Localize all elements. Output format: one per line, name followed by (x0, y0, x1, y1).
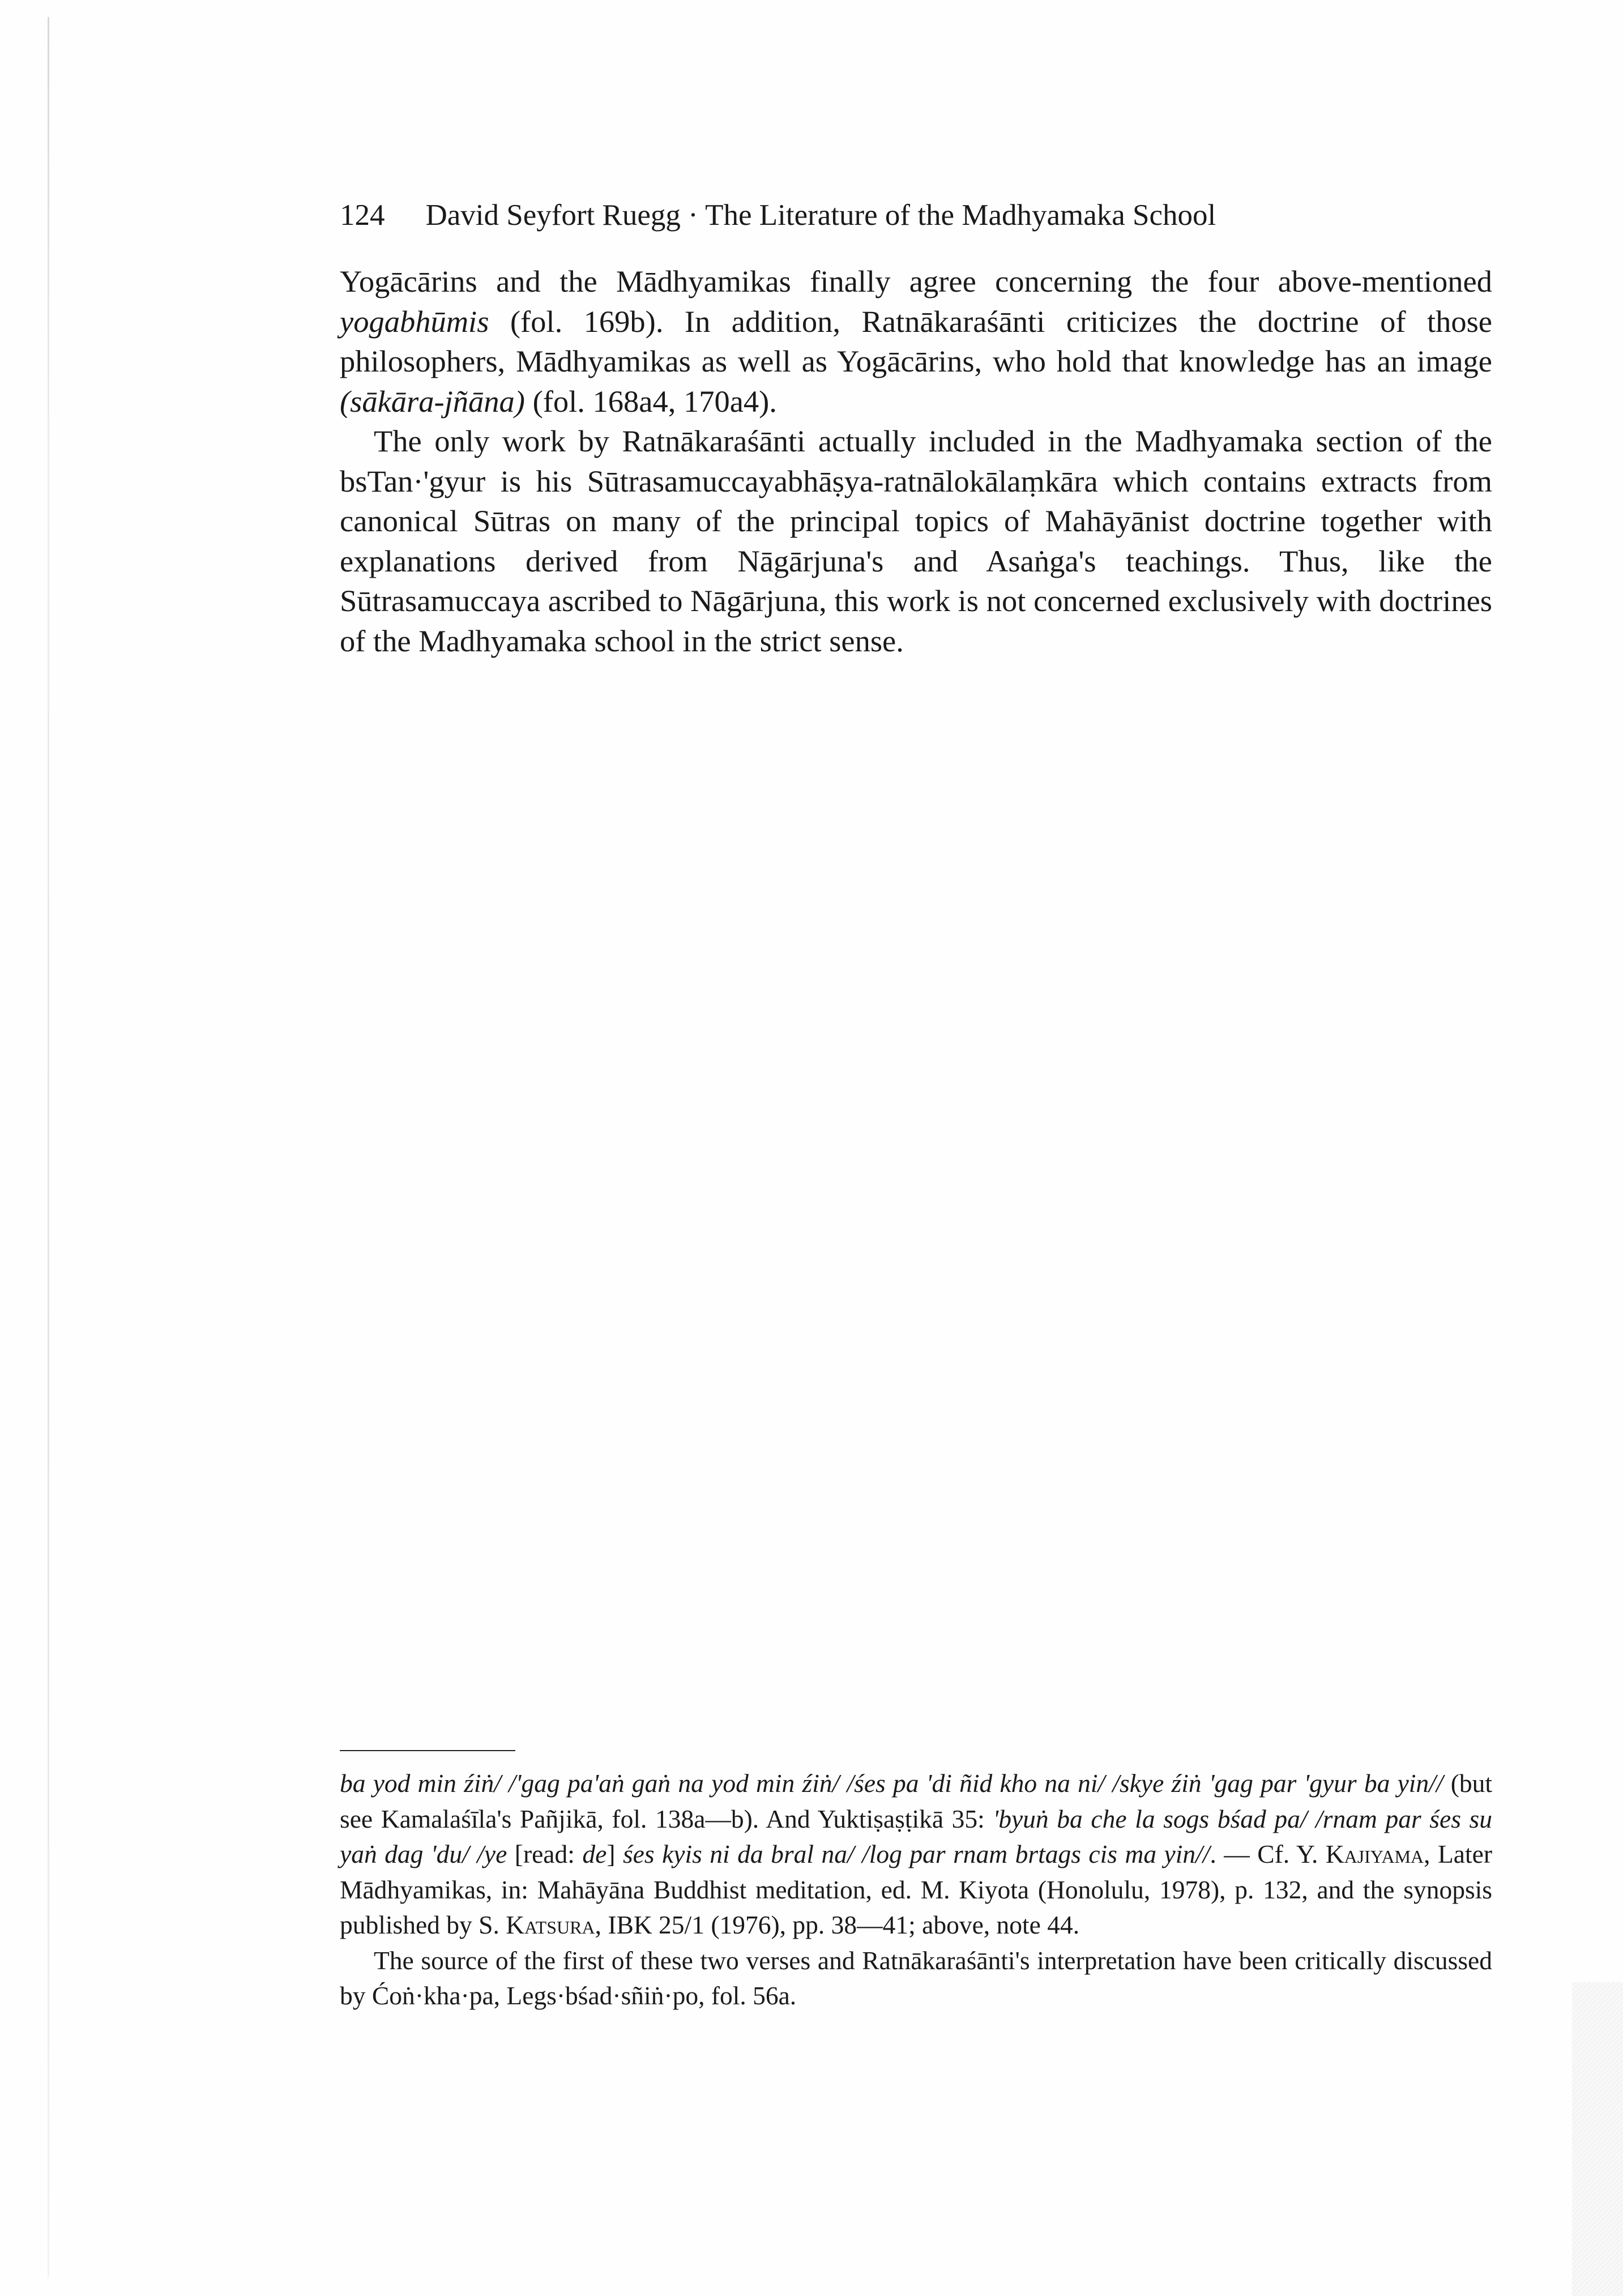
author-katsura: Katsura (506, 1910, 595, 1939)
footnote-2: The source of the first of these two verses and Ratnākaraśānti's interpretation have been critically discussed by Ćoṅ·kha·pa, Legs·bśad·sñiṅ·po, fol. 56a. (340, 1945, 1492, 2010)
author-kajiyama: Kajiyama (1325, 1840, 1424, 1868)
scan-edge-right (1572, 1982, 1623, 2296)
page-number: 124 (340, 199, 385, 232)
main-text (340, 262, 1492, 661)
footnotes (340, 1766, 1492, 2014)
running-title: David Seyfort Ruegg · The Literature of the Madhyamaka School (425, 199, 1216, 232)
paragraph-1: Yogācārins and the Mādhyamikas finally agree concerning the four above-mentioned yogabhūmis (fol. 169b). In addition, Ratnākaraśānti criticizes the doctrine of those philosophers, Mādhyamikas as well as Yogācārins, who hold that knowledge has an image (sākāra-jñāna) (fol. 168a4, 170a4). (340, 264, 1492, 419)
paragraph-2: The only work by Ratnākaraśānti actually included in the Madhyamaka section of the bsTan·'gyur is his Sūtrasamuccayabhāṣya-ratnālokālaṃkāra which contains extracts from canonical Sūtras on many of the principal topics of Mahāyānist doctrine together with explanations derived from Nāgārjuna's and Asaṅga's teachings. Thus, like the Sūtrasamuccaya ascribed to Nāgārjuna, this work is not concerned exclusively with doctrines of the Madhyamaka school in the strict sense. (340, 424, 1492, 658)
running-head (340, 195, 1416, 235)
footnote-continuation: ba yod min źiṅ/ /'gag pa'aṅ gaṅ na yod min źiṅ/ /śes pa 'di ñid kho na ni/ /skye źiṅ 'gag par 'gyur ba yin// (but see Kamalaśīla's Pañjikā, fol. 138a—b). And Yuktiṣaṣṭikā 35: 'byuṅ ba che la sogs bśad pa/ /rnam par śes su yaṅ dag 'du/ /ye [read: de] śes kyis ni da bral na/ /log par rnam brtags cis ma yin//. — Cf. Y. Kajiyama, Later Mādhyamikas, in: Mahāyāna Buddhist meditation, ed. M. Kiyota (Honolulu, 1978), p. 132, and the synopsis published by S. Katsura, IBK 25/1 (1976), pp. 38—41; above, note 44. (340, 1769, 1493, 1939)
footnote-rule (340, 1750, 515, 1751)
term-yogabhumis: yogabhūmis (340, 304, 489, 339)
term-sakara-jnana: (sākāra-jñāna) (340, 383, 525, 419)
scan-edge-left (48, 17, 49, 2277)
